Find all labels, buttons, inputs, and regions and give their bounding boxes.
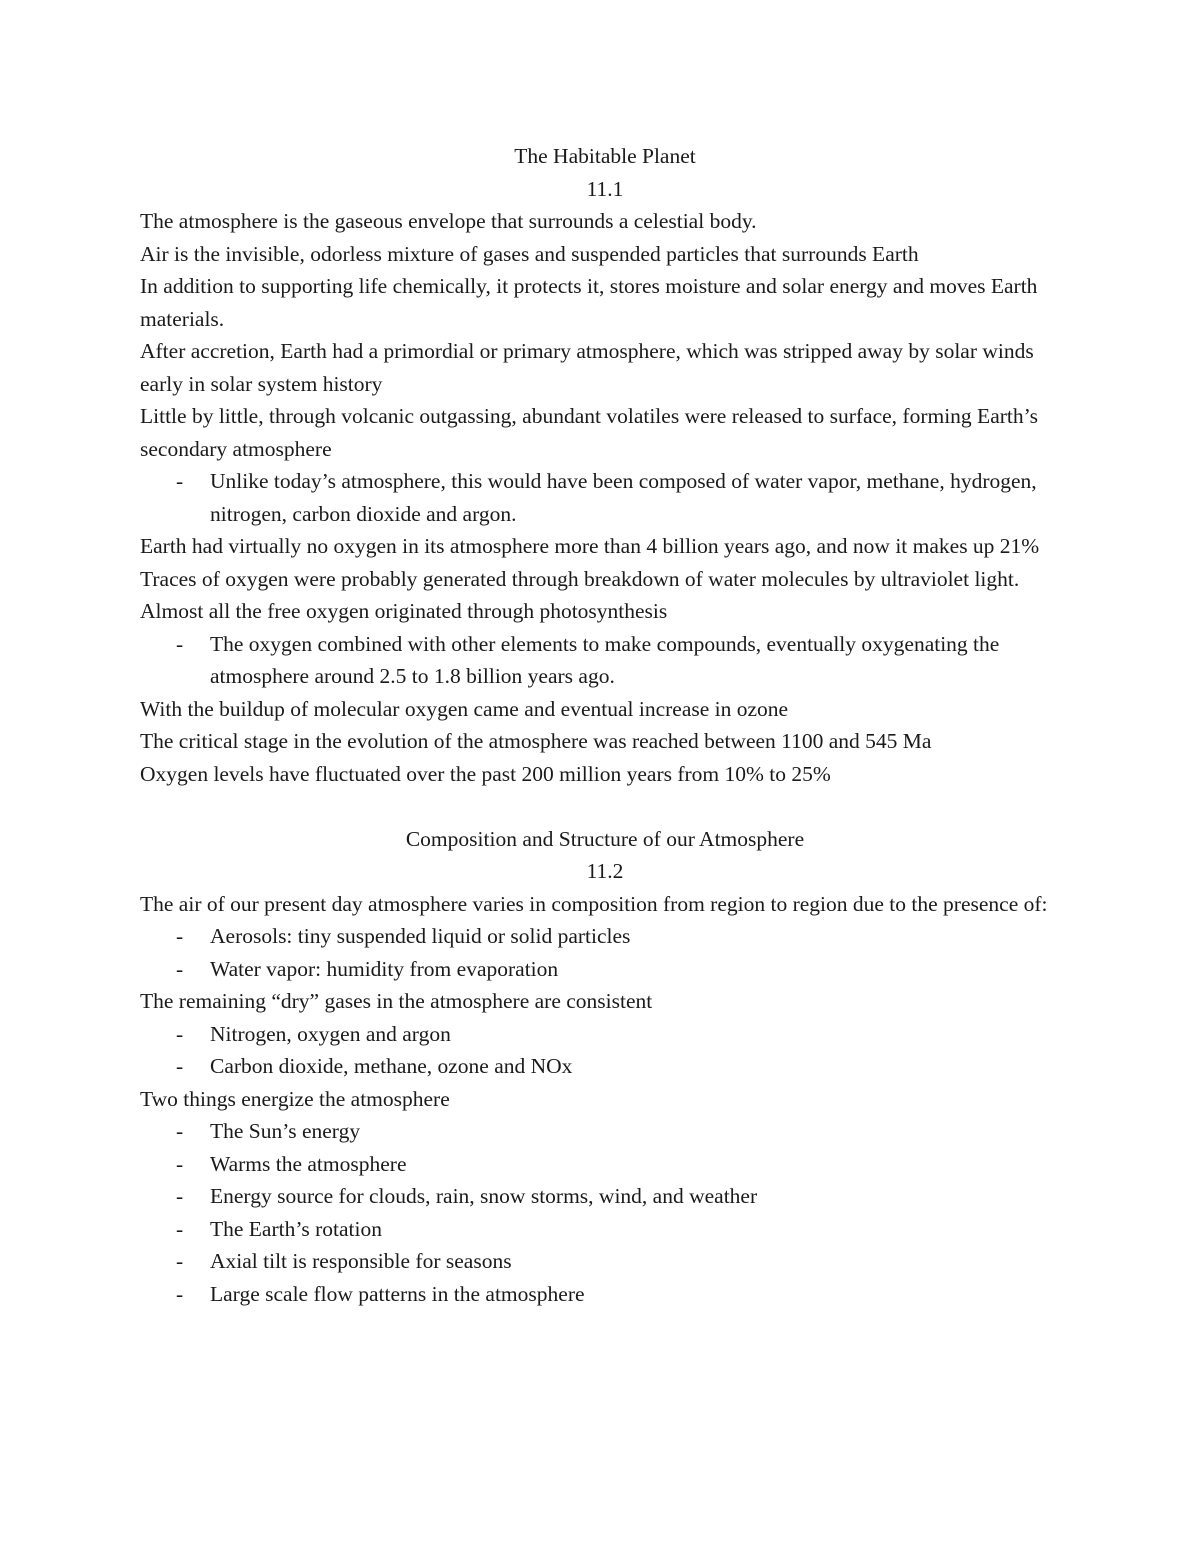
paragraph: Two things energize the atmosphere <box>140 1086 450 1111</box>
paragraph: Traces of oxygen were probably generated through breakdown of water molecules by ultraviolet light. <box>140 566 1020 591</box>
paragraph: Oxygen levels have fluctuated over the past 200 million years from 10% to 25% <box>140 761 831 786</box>
paragraph: The remaining “dry” gases in the atmosphere are consistent <box>140 989 653 1013</box>
bullet-list <box>140 1018 1070 1083</box>
bullet-item <box>140 1115 1070 1148</box>
bullet-dash: - <box>176 924 184 948</box>
document-body <box>140 140 1070 1310</box>
bullet-item <box>140 1018 1070 1051</box>
bullet-dash: - <box>176 1184 184 1208</box>
bullet-item <box>140 953 1070 986</box>
bullet-text: Aerosols: tiny suspended liquid or solid particles <box>210 924 631 948</box>
bullet-list <box>140 920 1070 985</box>
bullet-item <box>140 628 1070 693</box>
bullet-text: Unlike today’s atmosphere, this would have been composed of water vapor, methane, hydrogen, nitrogen, carbon dioxide and argon. <box>210 469 1037 526</box>
paragraph: The critical stage in the evolution of the atmosphere was reached between 1100 and 545 Ma <box>140 729 932 753</box>
paragraph: Air is the invisible, odorless mixture of gases and suspended particles that surrounds Earth <box>140 241 919 266</box>
blank-line <box>140 790 1070 823</box>
bullet-list <box>140 465 1070 530</box>
bullet-dash: - <box>176 1054 184 1078</box>
bullet-list <box>140 628 1070 693</box>
bullet-dash: - <box>176 631 184 656</box>
bullet-dash: - <box>176 1281 184 1306</box>
bullet-text: Carbon dioxide, methane, ozone and NOx <box>210 1054 573 1078</box>
bullet-text: Energy source for clouds, rain, snow storms, wind, and weather <box>210 1184 758 1208</box>
section-number: 11.1 <box>586 176 624 201</box>
paragraph: Little by little, through volcanic outgassing, abundant volatiles were released to surface, forming Earth’s secondary atmosphere <box>140 404 1038 461</box>
bullet-dash: - <box>176 1216 184 1241</box>
bullet-text: Axial tilt is responsible for seasons <box>210 1249 512 1273</box>
bullet-item <box>140 465 1070 530</box>
paragraph: Earth had virtually no oxygen in its atmosphere more than 4 billion years ago, and now it makes up 21% <box>140 534 1040 558</box>
bullet-text: Nitrogen, oxygen and argon <box>210 1021 451 1046</box>
paragraph: The atmosphere is the gaseous envelope that surrounds a celestial body. <box>140 209 757 233</box>
bullet-dash: - <box>176 956 184 981</box>
paragraph: In addition to supporting life chemically, it protects it, stores moisture and solar energy and moves Earth materials. <box>140 274 1038 331</box>
bullet-dash: - <box>176 1151 184 1176</box>
bullet-item <box>140 1050 1070 1083</box>
bullet-list <box>140 1115 1070 1310</box>
paragraph: Almost all the free oxygen originated through photosynthesis <box>140 599 668 623</box>
bullet-text: Large scale flow patterns in the atmosphere <box>210 1281 585 1306</box>
paragraph: After accretion, Earth had a primordial or primary atmosphere, which was stripped away by solar winds early in solar system history <box>140 339 1034 396</box>
bullet-item <box>140 1180 1070 1213</box>
bullet-item <box>140 1213 1070 1246</box>
bullet-dash: - <box>176 1119 184 1143</box>
bullet-item <box>140 1278 1070 1311</box>
bullet-text: Warms the atmosphere <box>210 1151 407 1176</box>
bullet-text: The oxygen combined with other elements to make compounds, eventually oxygenating the atmosphere around 2.5 to 1.8 billion years ago. <box>210 631 1000 688</box>
paragraph: With the buildup of molecular oxygen came and eventual increase in ozone <box>140 696 789 721</box>
section-title: Composition and Structure of our Atmosphere <box>405 826 805 851</box>
bullet-text: Water vapor: humidity from evaporation <box>210 956 559 981</box>
bullet-dash: - <box>176 1021 184 1046</box>
bullet-item <box>140 920 1070 953</box>
section-title: The Habitable Planet <box>514 144 696 168</box>
bullet-text: The Earth’s rotation <box>210 1216 382 1241</box>
bullet-text: The Sun’s energy <box>210 1119 361 1143</box>
bullet-dash: - <box>176 469 184 493</box>
bullet-dash: - <box>176 1249 184 1273</box>
section-number: 11.2 <box>586 859 624 883</box>
bullet-item <box>140 1148 1070 1181</box>
paragraph: The air of our present day atmosphere varies in composition from region to region due to the presence of: <box>140 891 1048 916</box>
bullet-item <box>140 1245 1070 1278</box>
